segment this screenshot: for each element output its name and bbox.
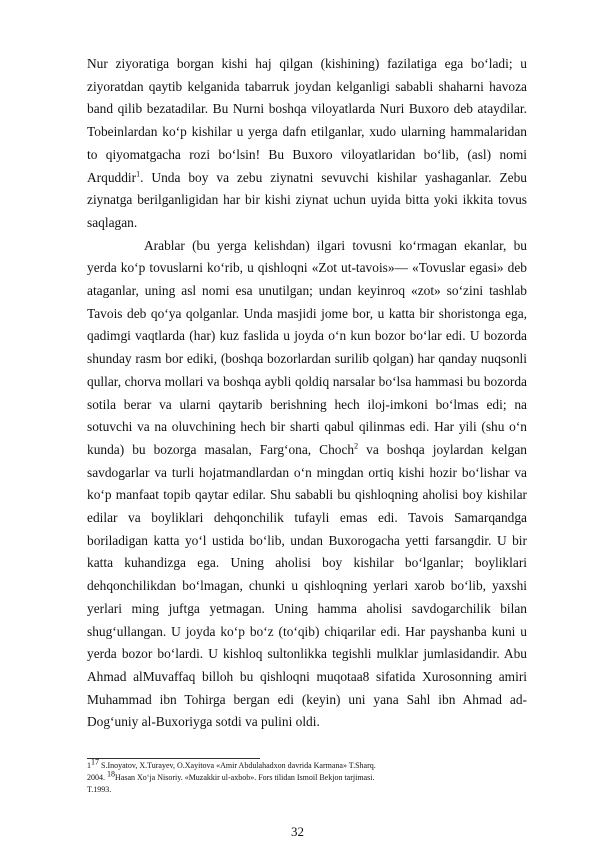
footnote-text-3: T.1993. [87, 785, 112, 795]
paragraph-2-text-after: va boshqa joylardan kelgan savdogarlar va turli hojatmandlardan o‘n mingdan ortiq kishi hozir bo‘lishar va ko‘p manfaat topib qaytar edilar. Shu sababli bu qishloqning aholisi boy kishilar edilar va boyliklari dehqonchilik tufayli emas edi. Tavois Samarqandga boriladigan katta yo‘l ustida bo‘lib, undan Buxorogacha yetti farsangdir. U bir katta kuhandizga ega. Uning aholisi boy kishilar bo‘lganlar; boyliklari dehqonchilikdan bo‘lmagan, chunki u qishloqning yerlari xarob bo‘lib, yaxshi yerlari ming juftga yetmagan. Uning hamma aholisi savdogarchilik bilan shug‘ullangan. U joyda ko‘p bo‘z (to‘qib) chiqarilar edi. Har payshanba kuni u yerda bozor bo‘lardi. U kishloq sultonlikka tegishli mulklar jumlasidandir. Abu Ahmad alMuvaffaq billoh bu qishloqni muqotaa8 sifatida Xurosonning amiri Muhammad ibn Tohirga bergan edi (keyin) uni yana Sahl ibn Ahmad ad-Dog‘uniy al-Buxoriyga sotdi va pulini oldi. [87, 441, 527, 730]
page-number: 32 [291, 824, 304, 839]
footnote-ref-1: 1 [136, 169, 141, 179]
paragraph-2 [87, 235, 527, 734]
footnote-line-2 [87, 769, 527, 784]
footnote-sup-18: 18 [107, 769, 115, 779]
footnotes [87, 757, 527, 797]
body-text [87, 53, 527, 734]
footnote-marker: 1 [87, 761, 91, 770]
footnote-text-2-rest: Hasan Xo‘ja Nisoriy. «Muzakkir ul-axbob». Fors tilidan Ismoil Bekjon tarjimasi. [115, 773, 375, 783]
footnote-line-1 [87, 757, 527, 772]
paragraph-1-text: Nur ziyoratiga borgan kishi haj qilgan (kishining) fazilatiga ega bo‘ladi; u ziyoratdan qaytib kelganida tabarruk joydan kelganligi sababli shaharni havoza band qilib bezatadilar. Bu Nurni boshqa viloyatlarda Nuri Buxoro deb ataydilar. Tobeinlardan ko‘p kishilar u yerga dafn etilganlar, xudo ularning hammalaridan to qiyomatgacha rozi bo‘lsin! Bu Buxoro viloyatlaridan bo‘lib, (asl) nomi Arquddir [87, 56, 527, 185]
paragraph-1 [87, 53, 527, 235]
footnote-ref-2: 2 [354, 441, 359, 451]
paragraph-1-text-after: . Unda boy va zebu ziynatni sevuvchi kishilar yashaganlar. Zebu ziynatga berilganligidan har bir kishi ziynat uchun uyida bitta yoki ikkita tovus saqlagan. [87, 169, 527, 230]
paragraph-2-text: Arablar (bu yerga kelishdan) ilgari tovusni ko‘rmagan ekanlar, bu yerda ko‘p tovuslarni ko‘rib, u qishloqni «Zot ut-tavois»— «Tovuslar egasi» deb ataganlar, uning asl nomi esa unutilgan; undan keyinroq «zot» so‘zini tashlab Tavois deb qo‘ya qolganlar. Unda masjidi jome bor, u katta bir shoristonga ega, qadimgi vaqtlarda (har) kuz faslida u joyda o‘n kun bozor bo‘lar edi. U bozorda shunday rasm bor ediki, (boshqa bozorlardan surilib qolgan) har qanday nuqsonli qullar, chorva mollari va boshqa aybli qoldiq narsalar bo‘lsa hammasi bu bozorda sotila berar va ularni qaytarib berishning hech iloj-imkoni bo‘lmas edi; na sotuvchi va na oluvchining hech bir sharti qabul qilinmas edi. Har yili (shu o‘n kunda) bu bozorga masalan, Farg‘ona, Choch [87, 237, 527, 457]
footnote-text-1: S.Inoyatov, X.Turayev, O.Xayitova «Amir Abdulahadxon davrida Karmana» T.Sharq. [99, 761, 376, 770]
footnote-sup-17: 17 [91, 757, 99, 767]
footnote-text-2: 2004. [87, 773, 107, 783]
footnote-line-3 [87, 784, 527, 796]
footnote-separator [87, 758, 260, 759]
